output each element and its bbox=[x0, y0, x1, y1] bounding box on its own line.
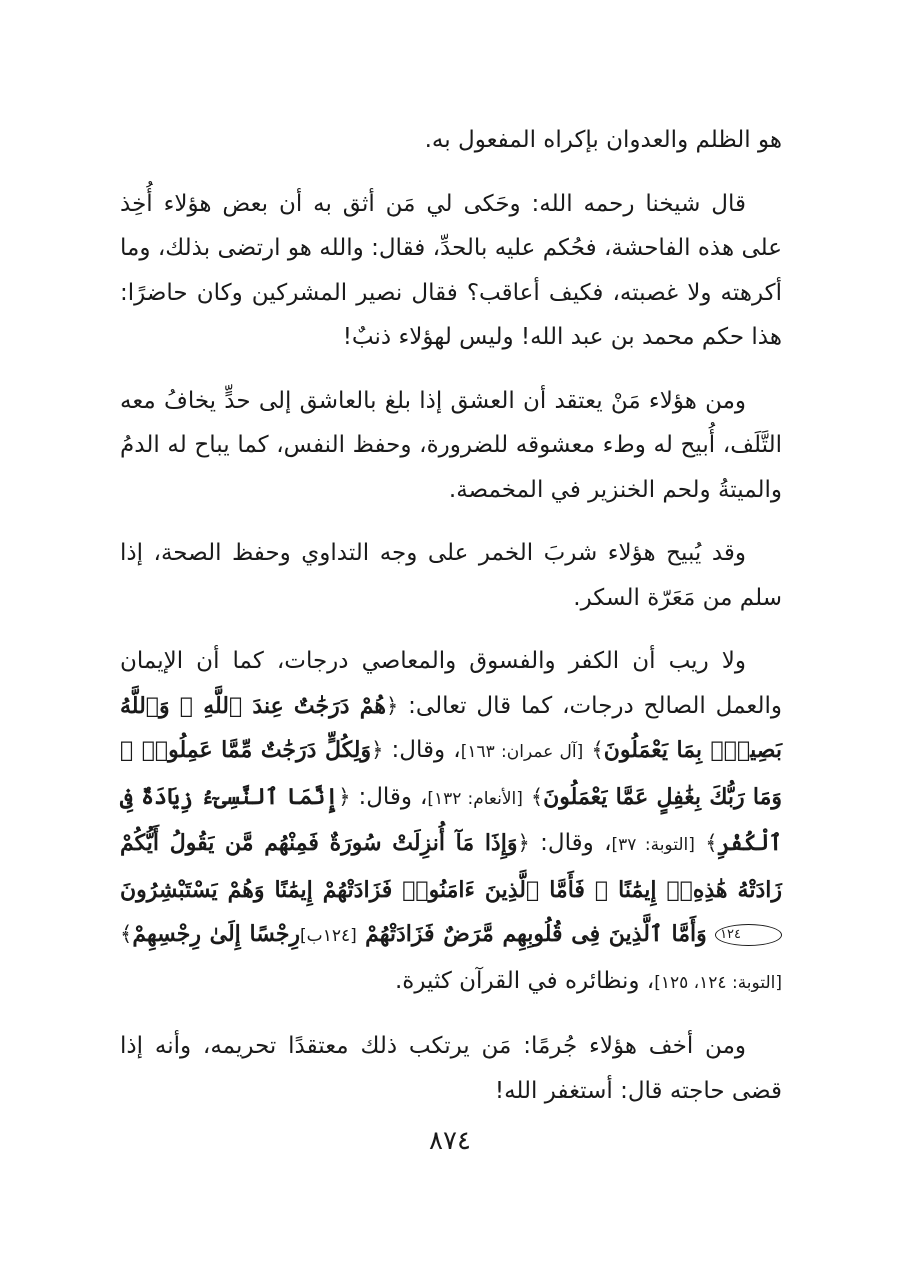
text-segment: ، وقال: bbox=[350, 783, 428, 810]
quran-close-bracket: ﴾ bbox=[120, 922, 133, 946]
verse-reference: [التوبة: ٣٧] bbox=[611, 835, 695, 855]
paragraph-2: قال شيخنا رحمه الله: وحَكى لي مَن أثق به أن بعض هؤلاء أُخِذ على هذه الفاحشة، فحُكم عليه بالحدِّ، فقال: والله هو ارتضى بذلك، وما أكرهته ولا غصبته، فكيف أعاقب؟ فقال نصير المشركين وكان حاضرًا: هذا حكم محمد بن عبد الله! وليس لهؤلاء ذنبٌ! bbox=[120, 190, 782, 350]
quran-close-bracket: ﴾ bbox=[591, 738, 604, 762]
quran-close-bracket: ﴾ bbox=[705, 831, 718, 855]
text-segment: ، وقال: bbox=[529, 830, 612, 856]
paragraph-1: هو الظلم والعدوان بإكراه المفعول به. bbox=[424, 127, 782, 153]
quran-open-bracket: ﴿ bbox=[385, 693, 399, 718]
quran-open-bracket: ﴿ bbox=[517, 831, 530, 855]
folio-marker: [١٢٤ب] bbox=[300, 926, 357, 946]
quran-verse: هُمْ دَرَجَٰتٌ عِندَ ٱللَّهِ ۗ وَٱللَّهُ بَصِيرٌۢ بِمَا يَعْمَلُونَ bbox=[120, 692, 782, 763]
quran-verse: وَلِكُلٍّ دَرَجَٰتٌ مِّمَّا عَمِلُوا۟ ۚ وَمَا رَبُّكَ بِغَٰفِلٍ عَمَّا يَعْمَلُونَ bbox=[120, 737, 783, 810]
text-segment: ولا ريب أن الكفر والفسوق والمعاصي درجات، كما أن الإيمان والعمل الصالح درجات، كما قال تعالى: bbox=[120, 648, 782, 719]
quran-open-bracket: ﴿ bbox=[371, 738, 384, 762]
paragraph-6: ومن أخف هؤلاء جُرمًا: مَن يرتكب ذلك معتقدًا تحريمه، وأنه إذا قضى حاجته قال: أستغفر الله! bbox=[120, 1033, 782, 1104]
paragraph-3: ومن هؤلاء مَنْ يعتقد أن العشق إذا بلغ بالعاشق إلى حدٍّ يخافُ معه التَّلَف، أُبيح له وطء معشوقه للضرورة، وحفظ النفس، كما يباح له الدمُ والميتةُ ولحم الخنزير في المخمصة. bbox=[120, 387, 782, 503]
page-number: ٨٧٤ bbox=[429, 1126, 471, 1156]
verse-reference: [الأنعام: ١٣٢] bbox=[427, 788, 523, 809]
verse-reference: [التوبة: ١٢٤، ١٢٥] bbox=[654, 972, 782, 993]
ayah-number-marker: ١٢٤ bbox=[715, 924, 782, 946]
paragraph-4: وقد يُبيح هؤلاء شربَ الخمر على وجه التداوي وحفظ الصحة، إذا سلم من مَعَرّة السكر. bbox=[120, 540, 782, 611]
page-body bbox=[120, 118, 782, 1132]
verse-reference: [آل عمران: ١٦٣] bbox=[460, 742, 584, 762]
quran-verse: رِجْسًا إِلَىٰ رِجْسِهِمْ bbox=[132, 921, 301, 947]
quran-verse: وَأَمَّا ٱلَّذِينَ فِى قُلُوبِهِم مَّرَضٌ فَزَادَتْهُمْ bbox=[365, 921, 707, 947]
text-segment: ، وقال: bbox=[383, 737, 461, 763]
quran-verse: وَإِذَا مَآ أُنزِلَتْ سُورَةٌ فَمِنْهُم مَّن يَقُولُ أَيُّكُمْ زَادَتْهُ هَٰذِهِۦٓ إِيمَٰنًا ۚ فَأَمَّا ٱلَّذِينَ ءَامَنُوا۟ فَزَادَتْهُمْ إِيمَٰنًا وَهُمْ يَسْتَبْشِرُونَ bbox=[120, 830, 782, 903]
text-segment: ، ونظائره في القرآن كثيرة. bbox=[394, 967, 655, 994]
quran-open-bracket: ﴿ bbox=[338, 784, 351, 809]
paragraph-5 bbox=[120, 639, 782, 1005]
quran-close-bracket: ﴾ bbox=[530, 784, 544, 809]
quran-verse: إِنَّمَا ٱلنَّسِىٓءُ زِيَادَةٌ فِى ٱلْكُفْرِ bbox=[120, 783, 782, 856]
